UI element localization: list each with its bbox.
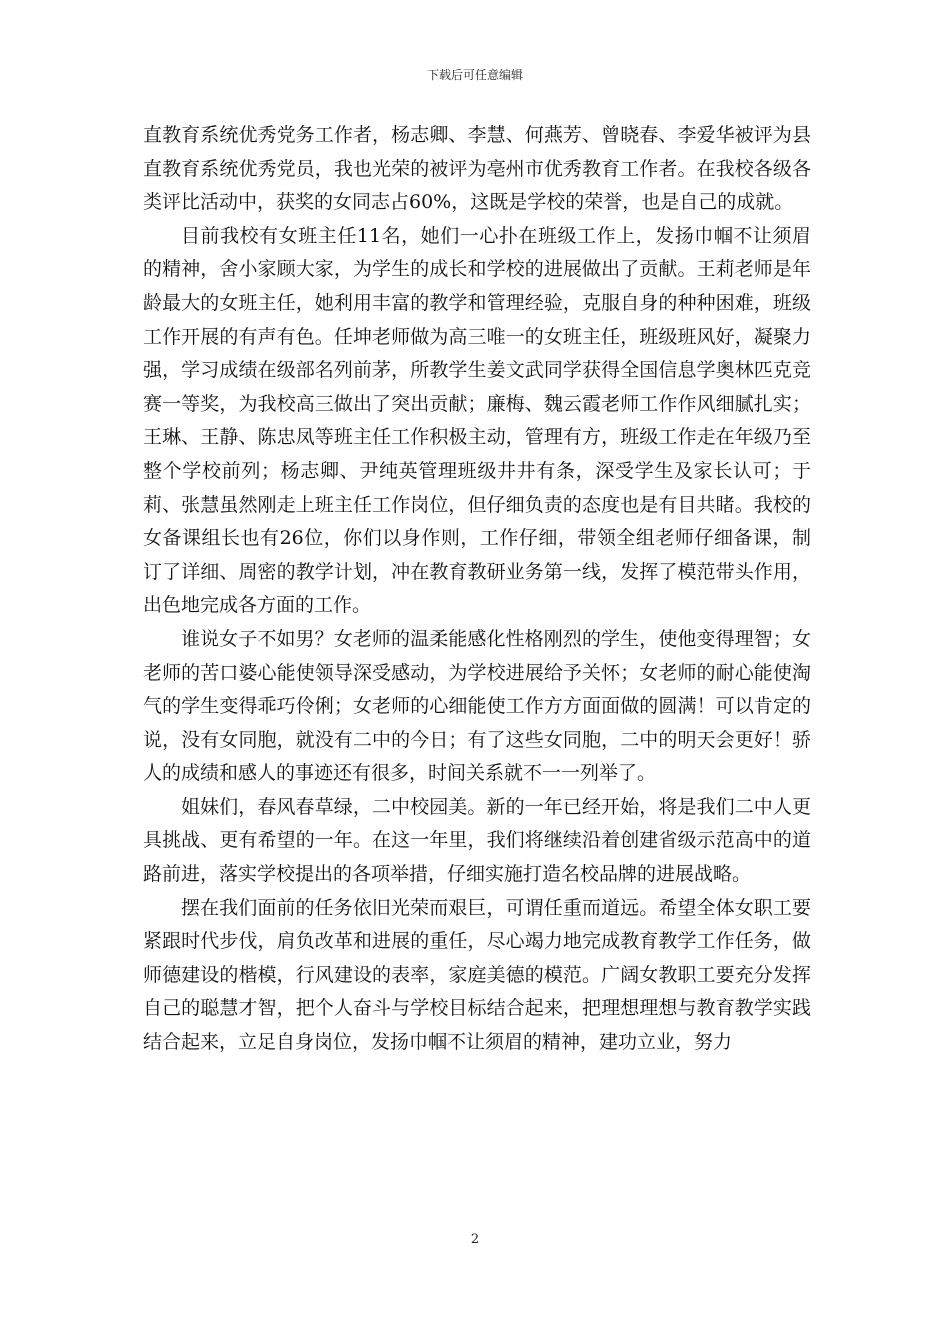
paragraph-sisters: 姐妹们，春风春草绿，二中校园美。新的一年已经开始，将是我们二中人更具挑战、更有希望的一年。在这一年里，我们将继续沿着创建省级示范高中的道路前进，落实学校提出的各项举措，仔细实施打造名校品牌的进展战略。 — [143, 795, 811, 886]
page-number: 2 — [470, 1232, 480, 1247]
document-body — [143, 119, 811, 1060]
paragraph-tasks: 摆在我们面前的任务依旧光荣而艰巨，可谓任重而道远。希望全体女职工要紧跟时代步伐，肩负改革和进展的重任，尽心竭力地完成教育教学工作任务，做师德建设的楷模，行风建设的表率，家庭美德的模范。广阔女教职工要充分发挥自己的聪慧才智，把个人奋斗与学校目标结合起来，把理想理想与教育教学实践结合起来，立足自身岗位，发扬巾帼不让须眉的精神，建功立业，努力 — [143, 896, 811, 1054]
paragraph-continuation: 直教育系统优秀党务工作者，杨志卿、李慧、何燕芳、曾晓春、李爱华被评为县直教育系统优秀党员，我也光荣的被评为亳州市优秀教育工作者。在我校各级各类评比活动中，获奖的女同志占60%，这既是学校的荣誉，也是自己的成就。 — [143, 124, 811, 214]
page-header: 下载后可任意编辑 — [426, 68, 523, 82]
paragraph-female-teachers: 目前我校有女班主任11名，她们一心扑在班级工作上，发扬巾帼不让须眉的精神，舍小家顾大家，为学生的成长和学校的进展做出了贡献。王莉老师是年龄最大的女班主任，她利用丰富的教学和管理经验，克服自身的种种困难，班级工作开展的有声有色。任坤老师做为高三唯一的女班主任，班级班风好，凝聚力强，学习成绩在级部名列前茅，所教学生姜文武同学获得全国信息学奥林匹克竞赛一等奖，为我校高三做出了突出贡献；廉梅、魏云霞老师工作作风细腻扎实；王琳、王静、陈忠凤等班主任工作积极主动，管理有方，班级工作走在年级乃至整个学校前列；杨志卿、尹纯英管理班级井井有条，深受学生及家长认可；于莉、张慧虽然刚走上班主任工作岗位，但仔细负责的态度也是有目共睹。我校的女备课组长也有26位，你们以身作则，工作仔细，带领全组老师仔细备课，制订了详细、周密的教学计划，冲在教育教研业务第一线，发挥了模范带头作用，出色地完成各方面的工作。 — [143, 224, 811, 617]
paragraph-who-says: 谁说女子不如男？女老师的温柔能感化性格刚烈的学生，使他变得理智；女老师的苦口婆心能使领导深受感动，为学校进展给予关怀；女老师的耐心能使淘气的学生变得乖巧伶俐；女老师的心细能使工作方方面面做的圆满！可以肯定的说，没有女同胞，就没有二中的今日；有了这些女同胞，二中的明天会更好！骄人的成绩和感人的事迹还有很多，时间关系就不一一列举了。 — [143, 627, 811, 785]
